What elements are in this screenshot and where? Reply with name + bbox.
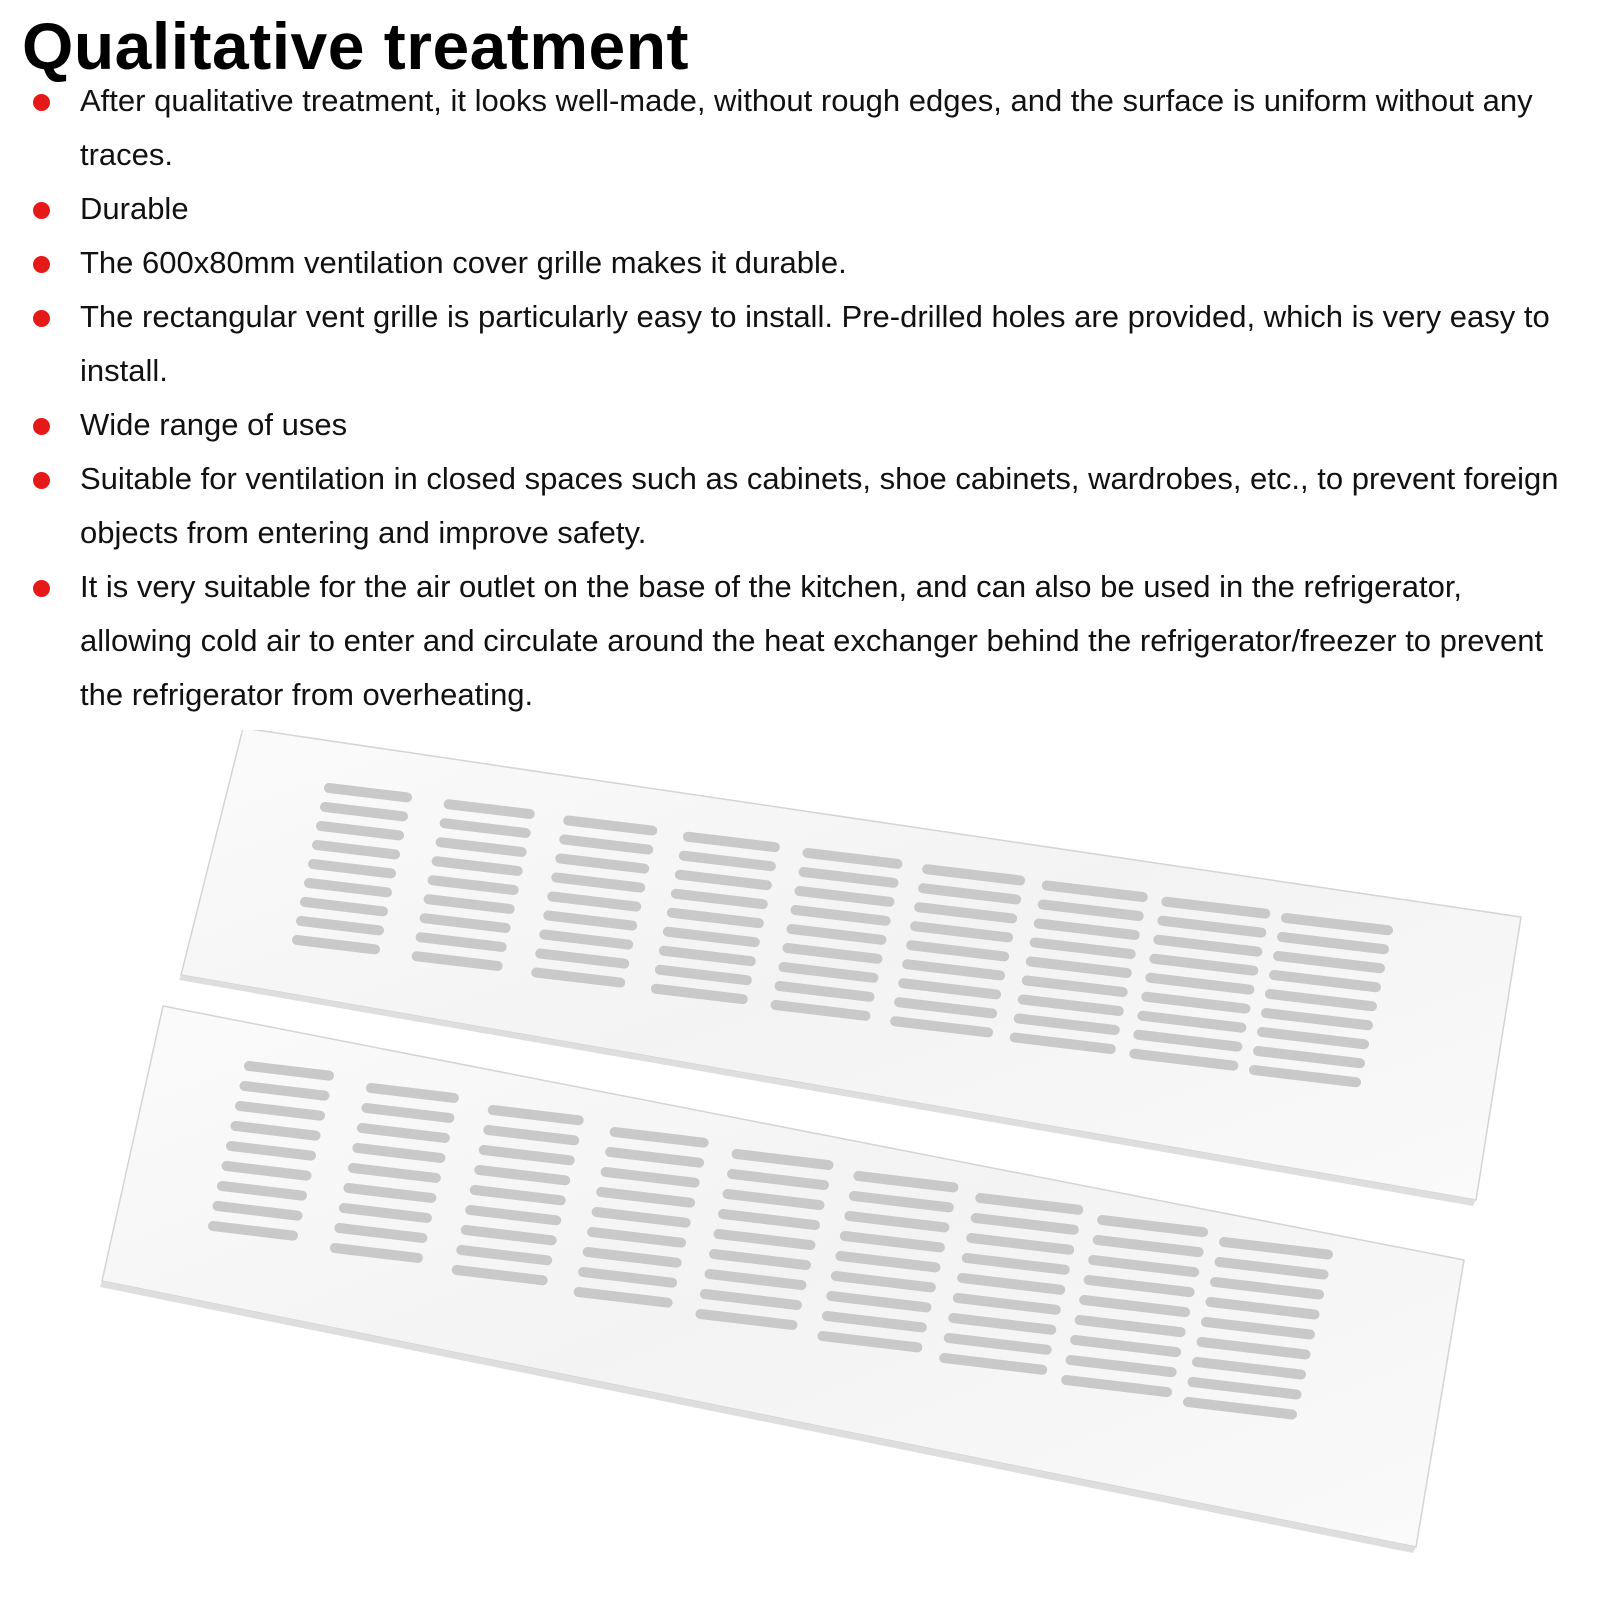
bullet-dot-icon	[33, 202, 50, 219]
feature-text: Durable	[80, 191, 189, 226]
feature-item-size	[0, 236, 1601, 290]
feature-text: The rectangular vent grille is particularly easy to install. Pre-drilled holes are provided, which is very easy to install.	[80, 299, 1550, 388]
feature-item-quality	[0, 74, 1601, 182]
page-title: Qualitative treatment	[22, 9, 690, 83]
feature-text: After qualitative treatment, it looks well-made, without rough edges, and the surface is uniform without any traces.	[80, 83, 1533, 172]
bullet-dot-icon	[33, 580, 50, 597]
feature-text: The 600x80mm ventilation cover grille makes it durable.	[80, 245, 847, 280]
bullet-dot-icon	[33, 418, 50, 435]
bullet-dot-icon	[33, 94, 50, 111]
bullet-dot-icon	[33, 472, 50, 489]
feature-item-uses-heading	[0, 398, 1601, 452]
feature-item-durable-heading	[0, 182, 1601, 236]
feature-text: Suitable for ventilation in closed spaces such as cabinets, shoe cabinets, wardrobes, etc., to prevent foreign objects from entering and improve safety.	[80, 461, 1559, 550]
feature-item-install	[0, 290, 1601, 398]
feature-text: Wide range of uses	[80, 407, 348, 442]
feature-text: It is very suitable for the air outlet on the base of the kitchen, and can also be used in the refrigerator, allowing cold air to enter and circulate around the heat exchanger behind the refrigerator/freezer to prevent the refrigerator from overheating.	[80, 569, 1544, 712]
bullet-dot-icon	[33, 310, 50, 327]
feature-list	[0, 74, 1601, 722]
feature-item-kitchen	[0, 560, 1601, 722]
bullet-dot-icon	[33, 256, 50, 273]
product-image-vent-grilles	[0, 730, 1601, 1601]
feature-item-closed-spaces	[0, 452, 1601, 560]
